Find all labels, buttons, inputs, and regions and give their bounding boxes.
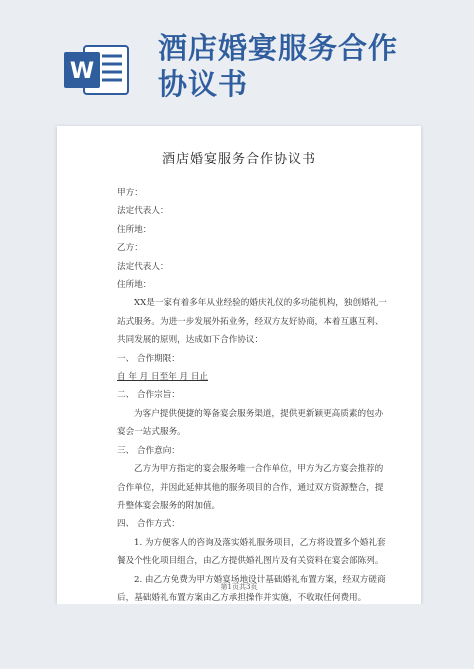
party-b-line: 乙方： [117, 243, 143, 254]
banner-title [158, 30, 458, 102]
banner-title-line1: 酒店婚宴服务合作 [158, 31, 399, 65]
banner-title-line2: 协议书 [158, 67, 249, 101]
svg-text:W: W [69, 59, 95, 84]
section2-heading: 二、 合作宗旨： [117, 390, 180, 401]
document-page [57, 126, 421, 604]
section1-term: 自 年 月 日至年 月 日止 [117, 372, 209, 383]
section4-heading: 四、 合作方式： [117, 519, 180, 530]
party-b-address-line: 住所地： [117, 280, 152, 291]
party-a-rep-line: 法定代表人： [117, 206, 169, 217]
page-footer: 第1页共3页 [220, 583, 258, 591]
word-doc-icon [62, 42, 132, 98]
document-title: 酒店婚宴服务合作协议书 [161, 152, 316, 167]
section4-item1: 1. 为方便客人的咨询及落实婚礼服务项目，乙方将设置多个婚礼套餐及个性化项目组合，由乙方提供婚礼图片及有关资料在宴会部陈列。 [117, 537, 386, 567]
party-b-rep-line: 法定代表人： [117, 261, 169, 272]
banner [0, 0, 474, 120]
section4-item2: 2. 由乙方免费为甲方婚宴场地设计基础婚礼布置方案，经双方磋商 后，基础婚礼布置方案由乙方承担操作并实施，不收取任何费用。 [117, 574, 386, 603]
section1-heading: 一、 合作期限： [117, 353, 180, 364]
section2-text: 为客户提供便捷的筹备宴会服务渠道，提供更新颖更高质素的包办宴会一站式服务。 [117, 408, 384, 438]
party-a-address-line: 住所地： [117, 224, 152, 235]
section3-text: 乙方为甲方指定的宴会服务唯一合作单位，甲方为乙方宴会推荐的合作单位，并因此延伸其他的服务项目的合作，通过双方资源整合，提升整体宴会服务的附加值。 [117, 464, 384, 511]
intro-paragraph: XX是一家有着多年从业经验的婚庆礼仪的多功能机构，独创婚礼一站式服务。为进一步发展外拓业务，经双方友好协商，本着互惠互利、共同发展的原则，达成如下合作协议： [117, 298, 387, 346]
section3-heading: 三、 合作意向： [117, 445, 180, 456]
bottom-background [0, 604, 474, 669]
party-a-line: 甲方： [117, 188, 143, 198]
document-body [117, 184, 387, 607]
